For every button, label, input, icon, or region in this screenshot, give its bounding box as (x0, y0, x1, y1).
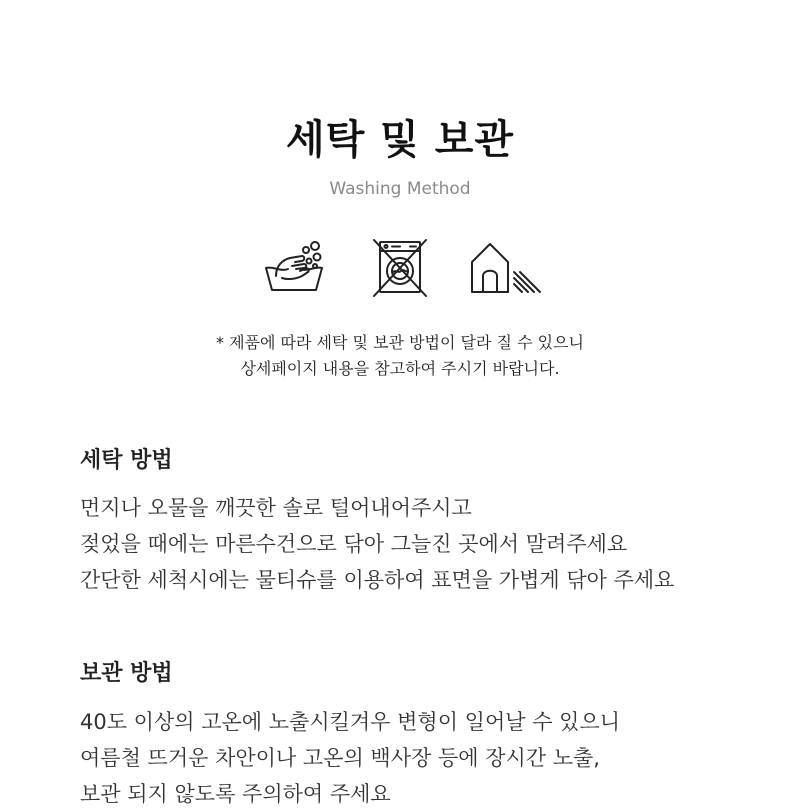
washing-method-line: 간단한 세척시에는 물티슈를 이용하여 표면을 가볍게 닦아 주세요 (80, 568, 675, 592)
storage-method-body (80, 704, 770, 812)
notice-text (0, 330, 800, 382)
no-machine-wash-icon (368, 236, 432, 300)
page-subtitle: Washing Method (329, 179, 471, 199)
notice-line: * 제품에 따라 세탁 및 보관 방법이 달라 질 수 있으니 (216, 333, 584, 352)
storage-method-heading: 보관 방법 (80, 661, 173, 686)
storage-method-line: 보관 되지 않도록 주의하여 주세요 (80, 782, 391, 806)
care-icons (0, 236, 800, 300)
washing-method-heading: 세탁 방법 (80, 448, 173, 473)
dry-in-shade-icon (466, 236, 530, 300)
storage-method-line: 여름철 뜨거운 차안이나 고온의 백사장 등에 장시간 노출, (80, 746, 600, 770)
washing-method-line: 젖었을 때에는 마른수건으로 닦아 그늘진 곳에서 말려주세요 (80, 532, 628, 556)
storage-method-line: 40도 이상의 고온에 노출시킬겨우 변형이 일어날 수 있으니 (80, 710, 621, 734)
washing-method-line: 먼지나 오물을 깨끗한 솔로 털어내어주시고 (80, 496, 472, 520)
hand-wash-icon (262, 236, 326, 300)
washing-method-body (80, 490, 770, 598)
page-title: 세탁 및 보관 (285, 117, 515, 163)
notice-line: 상세페이지 내용을 참고하여 주시기 바랍니다. (240, 359, 560, 378)
